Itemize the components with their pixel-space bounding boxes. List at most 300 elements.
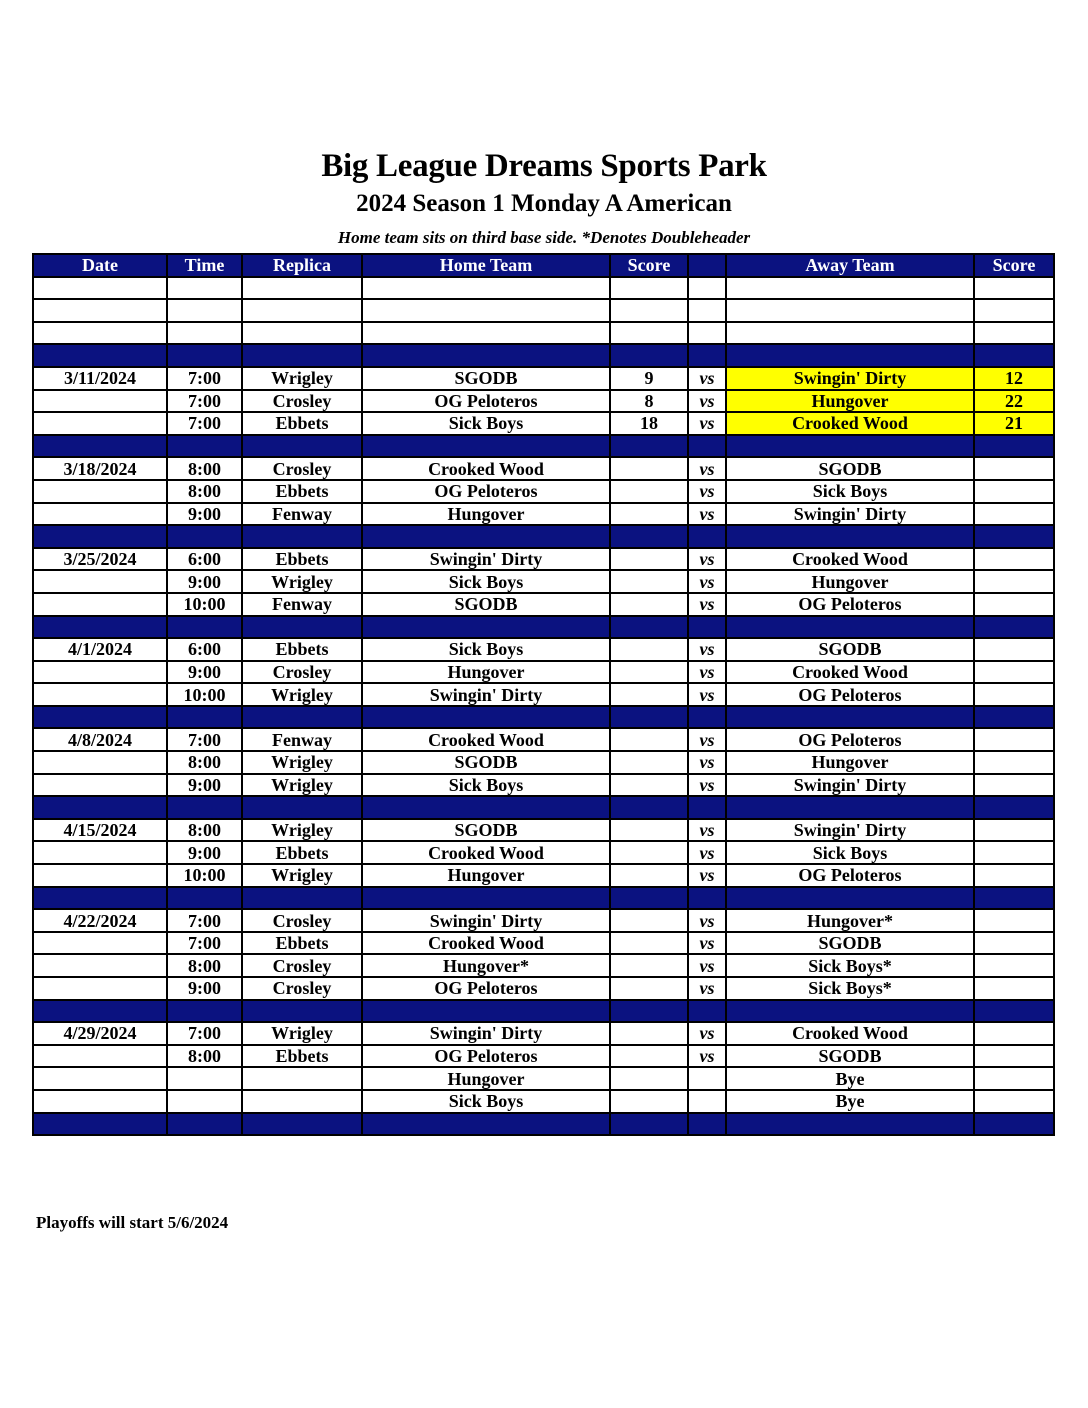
home-score-cell [610,548,688,571]
away-team-cell: Swingin' Dirty [726,503,974,526]
date-cell [33,525,167,548]
away-score-cell: 21 [974,412,1054,435]
vs-cell [688,299,726,322]
replica-cell [242,277,362,300]
home-score-cell [610,638,688,661]
away-score-cell [974,277,1054,300]
time-cell [167,706,242,729]
table-row [33,841,1054,864]
away-score-cell [974,728,1054,751]
vs-cell: vs [688,864,726,887]
home-score-cell [610,728,688,751]
home-team-cell: Hungover [362,503,610,526]
home-team-cell: OG Peloteros [362,977,610,1000]
date-cell [33,1090,167,1113]
home-team-cell [362,616,610,639]
playoffs-note: Playoffs will start 5/6/2024 [36,1213,229,1232]
home-team-cell: Swingin' Dirty [362,1022,610,1045]
header-row [33,254,1054,277]
away-team-cell: OG Peloteros [726,593,974,616]
away-team-cell: Crooked Wood [726,661,974,684]
home-team-cell: Hungover [362,864,610,887]
home-team-cell: SGODB [362,367,610,390]
table-row [33,1067,1054,1090]
away-score-cell [974,977,1054,1000]
vs-cell [688,1090,726,1113]
schedule-note: Home team sits on third base side. *Denotes Doubleheader [337,228,751,247]
date-cell [33,503,167,526]
date-cell [33,322,167,345]
vs-cell [688,706,726,729]
away-team-cell: Hungover* [726,909,974,932]
home-score-cell: 9 [610,367,688,390]
away-score-cell [974,841,1054,864]
time-cell: 8:00 [167,1045,242,1068]
away-team-cell: SGODB [726,457,974,480]
away-score-cell [974,706,1054,729]
home-score-cell [610,977,688,1000]
away-team-cell [726,435,974,458]
vs-cell: vs [688,1045,726,1068]
time-cell [167,277,242,300]
away-score-cell [974,683,1054,706]
header-vs [688,254,726,277]
home-score-cell [610,593,688,616]
separator-row [33,887,1054,910]
home-score-cell [610,457,688,480]
home-team-cell: Crooked Wood [362,841,610,864]
time-cell: 9:00 [167,841,242,864]
time-cell: 7:00 [167,728,242,751]
date-cell [33,683,167,706]
header-date: Date [33,254,167,277]
table-row [33,1045,1054,1068]
table-row [33,480,1054,503]
away-score-cell [974,954,1054,977]
replica-cell: Ebbets [242,548,362,571]
table-row [33,774,1054,797]
vs-cell [688,277,726,300]
replica-cell: Wrigley [242,683,362,706]
replica-cell [242,1090,362,1113]
away-team-cell: Swingin' Dirty [726,367,974,390]
header-time: Time [167,254,242,277]
away-score-cell [974,548,1054,571]
time-cell [167,525,242,548]
vs-cell: vs [688,977,726,1000]
date-cell [33,706,167,729]
replica-cell [242,525,362,548]
away-score-cell [974,435,1054,458]
away-score-cell [974,638,1054,661]
home-score-cell [610,683,688,706]
table-row [33,548,1054,571]
time-cell: 9:00 [167,977,242,1000]
home-team-cell: Swingin' Dirty [362,548,610,571]
time-cell: 7:00 [167,1022,242,1045]
date-cell: 4/29/2024 [33,1022,167,1045]
replica-cell: Crosley [242,909,362,932]
replica-cell [242,796,362,819]
home-team-cell: Sick Boys [362,638,610,661]
home-team-cell [362,1113,610,1136]
date-cell [33,751,167,774]
away-team-cell: Swingin' Dirty [726,819,974,842]
home-score-cell [610,932,688,955]
home-team-cell: Hungover [362,661,610,684]
away-score-cell [974,480,1054,503]
vs-cell: vs [688,457,726,480]
date-cell [33,932,167,955]
date-cell [33,774,167,797]
away-team-cell: Sick Boys [726,480,974,503]
away-team-cell: Hungover [726,751,974,774]
replica-cell: Wrigley [242,864,362,887]
replica-cell [242,322,362,345]
date-cell: 4/22/2024 [33,909,167,932]
table-row [33,661,1054,684]
vs-cell: vs [688,412,726,435]
time-cell: 6:00 [167,638,242,661]
vs-cell: vs [688,390,726,413]
date-cell: 3/11/2024 [33,367,167,390]
table-row [33,390,1054,413]
home-score-cell [610,841,688,864]
away-score-cell [974,1113,1054,1136]
table-row [33,638,1054,661]
home-team-cell [362,344,610,367]
away-score-cell [974,1000,1054,1023]
time-cell: 9:00 [167,661,242,684]
home-team-cell [362,322,610,345]
home-team-cell: SGODB [362,751,610,774]
date-cell [33,390,167,413]
page-title: Big League Dreams Sports Park [321,148,767,184]
time-cell [167,1067,242,1090]
away-team-cell: Bye [726,1090,974,1113]
header-home-score: Score [610,254,688,277]
away-team-cell [726,322,974,345]
date-cell [33,480,167,503]
replica-cell: Fenway [242,593,362,616]
time-cell: 7:00 [167,367,242,390]
vs-cell: vs [688,932,726,955]
away-team-cell [726,706,974,729]
replica-cell [242,1113,362,1136]
home-score-cell [610,1090,688,1113]
schedule-body [33,277,1054,1136]
home-score-cell [610,751,688,774]
table-row [33,751,1054,774]
away-score-cell: 22 [974,390,1054,413]
home-team-cell [362,525,610,548]
date-cell [33,841,167,864]
away-score-cell [974,299,1054,322]
away-score-cell [974,503,1054,526]
table-row [33,864,1054,887]
replica-cell: Wrigley [242,751,362,774]
date-cell: 3/25/2024 [33,548,167,571]
replica-cell [242,887,362,910]
away-team-cell: Crooked Wood [726,548,974,571]
home-score-cell [610,864,688,887]
table-row [33,503,1054,526]
vs-cell: vs [688,480,726,503]
home-score-cell [610,1113,688,1136]
away-score-cell [974,909,1054,932]
vs-cell: vs [688,548,726,571]
vs-cell [688,344,726,367]
replica-cell: Fenway [242,728,362,751]
vs-cell: vs [688,503,726,526]
home-team-cell: Sick Boys [362,1090,610,1113]
vs-cell: vs [688,661,726,684]
replica-cell: Ebbets [242,1045,362,1068]
away-team-cell: Sick Boys* [726,977,974,1000]
away-team-cell: Hungover [726,390,974,413]
vs-cell [688,616,726,639]
date-cell [33,344,167,367]
home-score-cell [610,706,688,729]
time-cell: 8:00 [167,480,242,503]
time-cell [167,616,242,639]
time-cell: 10:00 [167,683,242,706]
home-team-cell: Hungover [362,1067,610,1090]
table-row [33,457,1054,480]
home-score-cell: 8 [610,390,688,413]
away-score-cell [974,457,1054,480]
time-cell: 9:00 [167,503,242,526]
away-team-cell [726,525,974,548]
home-team-cell: SGODB [362,819,610,842]
table-row [33,367,1054,390]
vs-cell: vs [688,954,726,977]
home-team-cell [362,435,610,458]
home-team-cell: OG Peloteros [362,480,610,503]
away-team-cell: Hungover [726,570,974,593]
away-score-cell [974,322,1054,345]
date-cell: 3/18/2024 [33,457,167,480]
table-row [33,1090,1054,1113]
away-team-cell: Crooked Wood [726,412,974,435]
away-team-cell [726,796,974,819]
separator-row [33,344,1054,367]
separator-row [33,525,1054,548]
home-team-cell [362,277,610,300]
date-cell [33,1113,167,1136]
home-score-cell [610,661,688,684]
away-score-cell [974,1022,1054,1045]
away-team-cell: Crooked Wood [726,1022,974,1045]
table-row [33,299,1054,322]
time-cell: 7:00 [167,932,242,955]
replica-cell: Crosley [242,954,362,977]
home-score-cell [610,503,688,526]
separator-row [33,435,1054,458]
time-cell: 8:00 [167,954,242,977]
separator-row [33,616,1054,639]
home-score-cell [610,277,688,300]
home-score-cell [610,525,688,548]
home-score-cell [610,1022,688,1045]
away-score-cell [974,887,1054,910]
time-cell: 10:00 [167,593,242,616]
date-cell [33,954,167,977]
vs-cell: vs [688,1022,726,1045]
header-home-team: Home Team [362,254,610,277]
table-row [33,412,1054,435]
replica-cell: Wrigley [242,570,362,593]
date-cell [33,570,167,593]
away-score-cell [974,344,1054,367]
vs-cell: vs [688,593,726,616]
vs-cell: vs [688,570,726,593]
replica-cell [242,616,362,639]
date-cell [33,661,167,684]
replica-cell: Wrigley [242,367,362,390]
home-team-cell [362,887,610,910]
date-cell [33,277,167,300]
time-cell [167,322,242,345]
home-score-cell [610,1000,688,1023]
page-subtitle: 2024 Season 1 Monday A American [356,190,732,217]
away-team-cell: OG Peloteros [726,683,974,706]
home-score-cell [610,954,688,977]
time-cell [167,1113,242,1136]
date-cell [33,616,167,639]
time-cell [167,435,242,458]
away-score-cell [974,593,1054,616]
away-team-cell: Swingin' Dirty [726,774,974,797]
away-score-cell [974,819,1054,842]
away-team-cell [726,1000,974,1023]
away-team-cell: Sick Boys* [726,954,974,977]
date-cell: 4/1/2024 [33,638,167,661]
time-cell [167,299,242,322]
time-cell [167,1090,242,1113]
vs-cell [688,525,726,548]
replica-cell: Crosley [242,661,362,684]
date-cell [33,796,167,819]
home-score-cell [610,1045,688,1068]
time-cell: 7:00 [167,390,242,413]
time-cell [167,344,242,367]
away-team-cell [726,344,974,367]
away-score-cell [974,1045,1054,1068]
table-row [33,322,1054,345]
home-score-cell [610,570,688,593]
date-cell [33,864,167,887]
away-team-cell [726,299,974,322]
separator-row [33,1000,1054,1023]
home-team-cell: OG Peloteros [362,390,610,413]
vs-cell [688,435,726,458]
home-score-cell [610,819,688,842]
replica-cell [242,299,362,322]
time-cell: 8:00 [167,819,242,842]
home-score-cell: 18 [610,412,688,435]
date-cell [33,299,167,322]
home-score-cell [610,1067,688,1090]
home-team-cell: OG Peloteros [362,1045,610,1068]
header-away-team: Away Team [726,254,974,277]
replica-cell: Crosley [242,977,362,1000]
table-row [33,593,1054,616]
replica-cell [242,1000,362,1023]
away-score-cell [974,616,1054,639]
home-score-cell [610,299,688,322]
home-team-cell: Crooked Wood [362,457,610,480]
time-cell: 8:00 [167,751,242,774]
vs-cell: vs [688,683,726,706]
replica-cell: Ebbets [242,480,362,503]
replica-cell: Fenway [242,503,362,526]
home-team-cell [362,299,610,322]
away-score-cell: 12 [974,367,1054,390]
date-cell [33,435,167,458]
time-cell: 9:00 [167,774,242,797]
date-cell [33,412,167,435]
table-row [33,683,1054,706]
away-score-cell [974,751,1054,774]
home-team-cell: SGODB [362,593,610,616]
date-cell [33,1045,167,1068]
vs-cell [688,887,726,910]
home-team-cell [362,1000,610,1023]
away-score-cell [974,774,1054,797]
home-score-cell [610,887,688,910]
schedule-table [32,253,1055,1136]
header-replica: Replica [242,254,362,277]
home-team-cell: Hungover* [362,954,610,977]
away-score-cell [974,864,1054,887]
vs-cell: vs [688,638,726,661]
away-score-cell [974,1067,1054,1090]
time-cell: 9:00 [167,570,242,593]
home-team-cell [362,796,610,819]
replica-cell: Crosley [242,390,362,413]
home-team-cell: Crooked Wood [362,728,610,751]
table-row [33,909,1054,932]
replica-cell: Wrigley [242,774,362,797]
time-cell: 7:00 [167,909,242,932]
away-team-cell: OG Peloteros [726,864,974,887]
time-cell [167,1000,242,1023]
replica-cell: Ebbets [242,638,362,661]
vs-cell: vs [688,728,726,751]
away-score-cell [974,661,1054,684]
time-cell: 7:00 [167,412,242,435]
date-cell [33,977,167,1000]
table-row [33,570,1054,593]
home-score-cell [610,435,688,458]
vs-cell [688,1067,726,1090]
home-team-cell: Sick Boys [362,412,610,435]
away-score-cell [974,570,1054,593]
time-cell: 8:00 [167,457,242,480]
time-cell: 10:00 [167,864,242,887]
home-score-cell [610,480,688,503]
separator-row [33,1113,1054,1136]
replica-cell [242,1067,362,1090]
replica-cell [242,706,362,729]
table-row [33,977,1054,1000]
time-cell [167,887,242,910]
separator-row [33,706,1054,729]
vs-cell: vs [688,819,726,842]
table-row [33,819,1054,842]
away-score-cell [974,932,1054,955]
